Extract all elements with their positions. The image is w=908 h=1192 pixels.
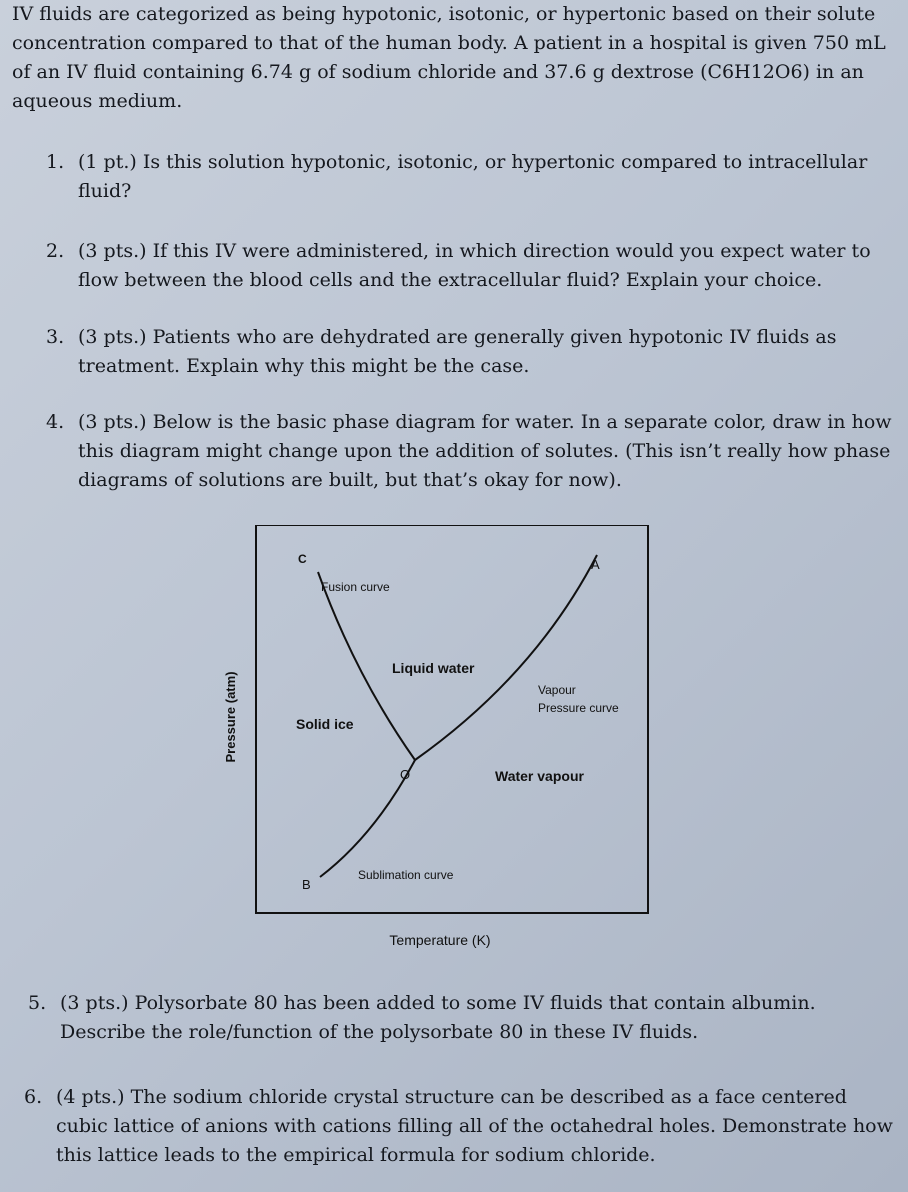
phase-diagram-svg — [205, 525, 675, 965]
point-o-label: O — [400, 767, 411, 782]
point-a-label: A — [591, 557, 600, 572]
phase-diagram — [205, 525, 675, 965]
question-text: (4 pts.) The sodium chloride crystal structure can be described as a face centered cubic lattice of anions with cations filling all of the octahedral holes. Demonstrate how this lattice leads to the empirical formula for sodium chloride. — [56, 1086, 893, 1166]
question-number: 3. — [46, 326, 65, 348]
question-text: (3 pts.) Polysorbate 80 has been added to some IV fluids that contain albumin. Describe the role/function of the polysorbate 80 in these IV fluids. — [60, 992, 816, 1043]
point-b-label: B — [302, 877, 311, 892]
question-number: 6. — [24, 1086, 43, 1108]
vapour-label: Vapour — [538, 683, 576, 697]
vapour-pressure-curve-line — [415, 555, 597, 760]
question-text: (1 pt.) Is this solution hypotonic, isotonic, or hypertonic compared to intracellular fluid? — [78, 151, 868, 202]
x-axis-label: Temperature (K) — [389, 932, 491, 948]
question-2 — [46, 237, 886, 295]
question-text: (3 pts.) Patients who are dehydrated are generally given hypotonic IV fluids as treatment. Explain why this might be the case. — [78, 326, 837, 377]
question-6 — [24, 1083, 894, 1170]
solid-ice-label: Solid ice — [296, 716, 354, 732]
question-3 — [46, 323, 866, 381]
question-number: 2. — [46, 240, 65, 262]
point-c-label: C — [298, 552, 307, 566]
question-number: 5. — [28, 992, 47, 1014]
y-axis-label: Pressure (atm) — [223, 671, 238, 763]
question-number: 4. — [46, 411, 65, 433]
pressure-curve-label: Pressure curve — [538, 701, 619, 715]
question-text: (3 pts.) Below is the basic phase diagram for water. In a separate color, draw in how this diagram might change upon the addition of solutes. (This isn’t really how phase diagrams of solutions are built, but that’s okay for now). — [78, 411, 892, 491]
intro-paragraph: IV fluids are categorized as being hypotonic, isotonic, or hypertonic based on their solute concentration compared to that of the human body. A patient in a hospital is given 750 mL of an IV fluid containing 6.74 g of sodium chloride and 37.6 g dextrose (C6H12O6) in an aqueous medium. — [12, 3, 886, 112]
question-text: (3 pts.) If this IV were administered, in which direction would you expect water to flow between the blood cells and the extracellular fluid? Explain your choice. — [78, 240, 871, 291]
question-4 — [46, 408, 896, 495]
liquid-water-label: Liquid water — [392, 660, 475, 676]
question-number: 1. — [46, 151, 65, 173]
question-5 — [28, 989, 888, 1047]
fusion-curve-label: Fusion curve — [321, 580, 390, 594]
question-1 — [46, 148, 886, 206]
sublimation-curve-label: Sublimation curve — [358, 868, 454, 882]
water-vapour-label: Water vapour — [495, 768, 584, 784]
